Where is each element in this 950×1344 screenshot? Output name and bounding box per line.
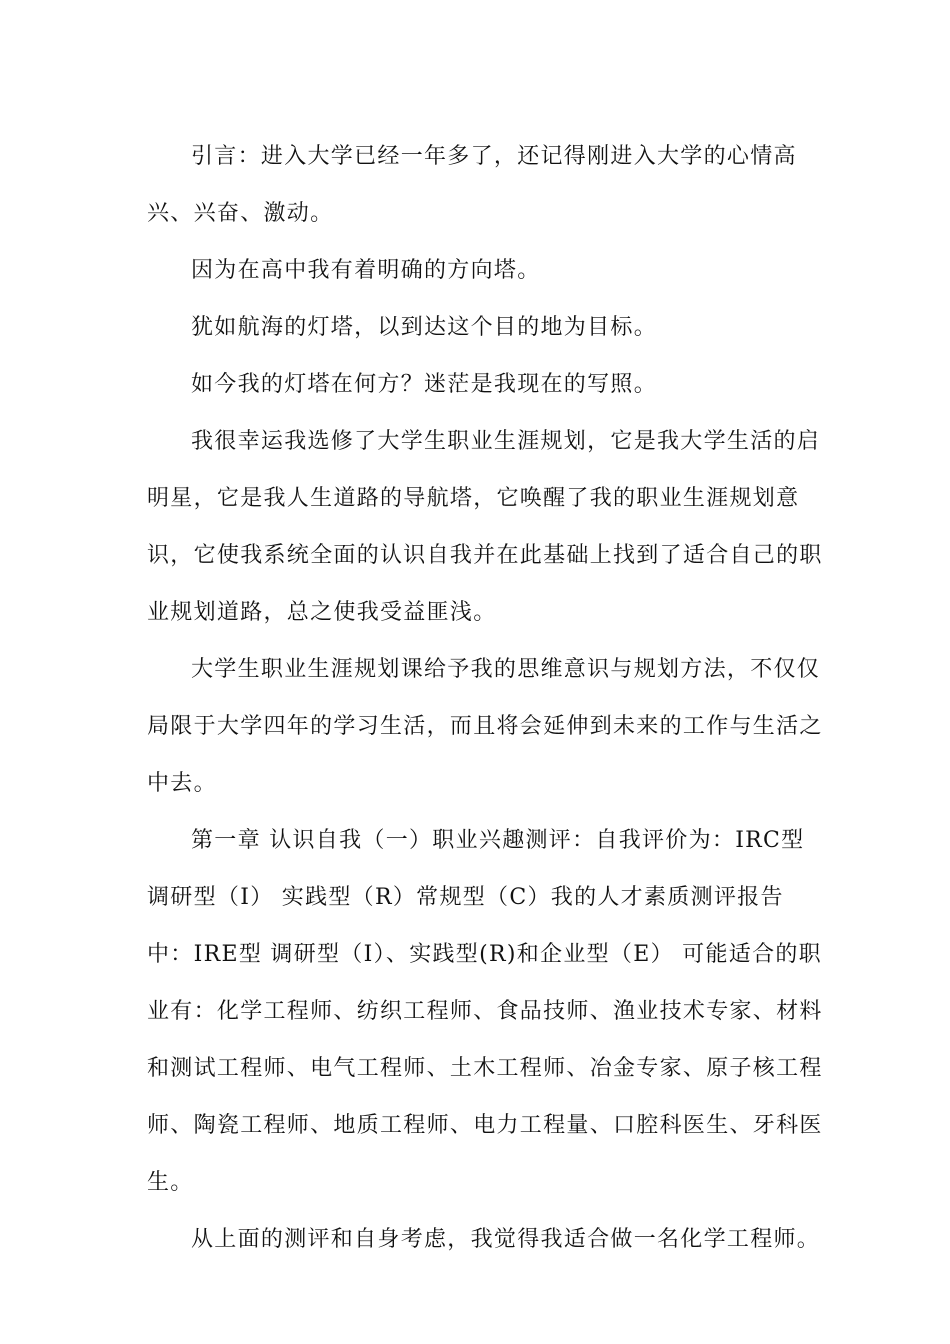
paragraph-chapter-one: 第一章 认识自我（一）职业兴趣测评：自我评价为：IRC型调研型（I） 实践型（R）常规型（C）我的人才素质测评报告中：IRE型 调研型（I）、实践型(R)和企业型（E） 可能适合的职业有：化学工程师、纺织工程师、食品技师、渔业技术专家、材料和测试工程师、电气工程师、土木工程师、冶金专家、原子核工程师、陶瓷工程师、地质工程师、电力工程量、口腔科医生、牙科医生。 — [147, 828, 823, 1195]
paragraph-lighthouse: 犹如航海的灯塔，以到达这个目的地为目标。 — [191, 315, 658, 340]
paragraph-career-planning-course: 我很幸运我选修了大学生职业生涯规划，它是我大学生活的启明星，它是我人生道路的导航塔，它唤醒了我的职业生涯规划意识，它使我系统全面的认识自我并在此基础上找到了适合自己的职业规划道路，总之使我受益匪浅。 — [147, 429, 823, 625]
paragraph-conclusion: 从上面的测评和自身考虑，我觉得我适合做一名化学工程师。 — [191, 1227, 821, 1252]
paragraph-confusion: 如今我的灯塔在何方？迷茫是我现在的写照。 — [191, 372, 658, 397]
paragraph-high-school: 因为在高中我有着明确的方向塔。 — [191, 258, 541, 283]
paragraph-intro: 引言：进入大学已经一年多了，还记得刚进入大学的心情高兴、兴奋、激动。 — [147, 144, 797, 226]
paragraph-thinking-methods: 大学生职业生涯规划课给予我的思维意识与规划方法，不仅仅局限于大学四年的学习生活，而且将会延伸到未来的工作与生活之中去。 — [147, 657, 823, 796]
document-body — [147, 128, 827, 1268]
